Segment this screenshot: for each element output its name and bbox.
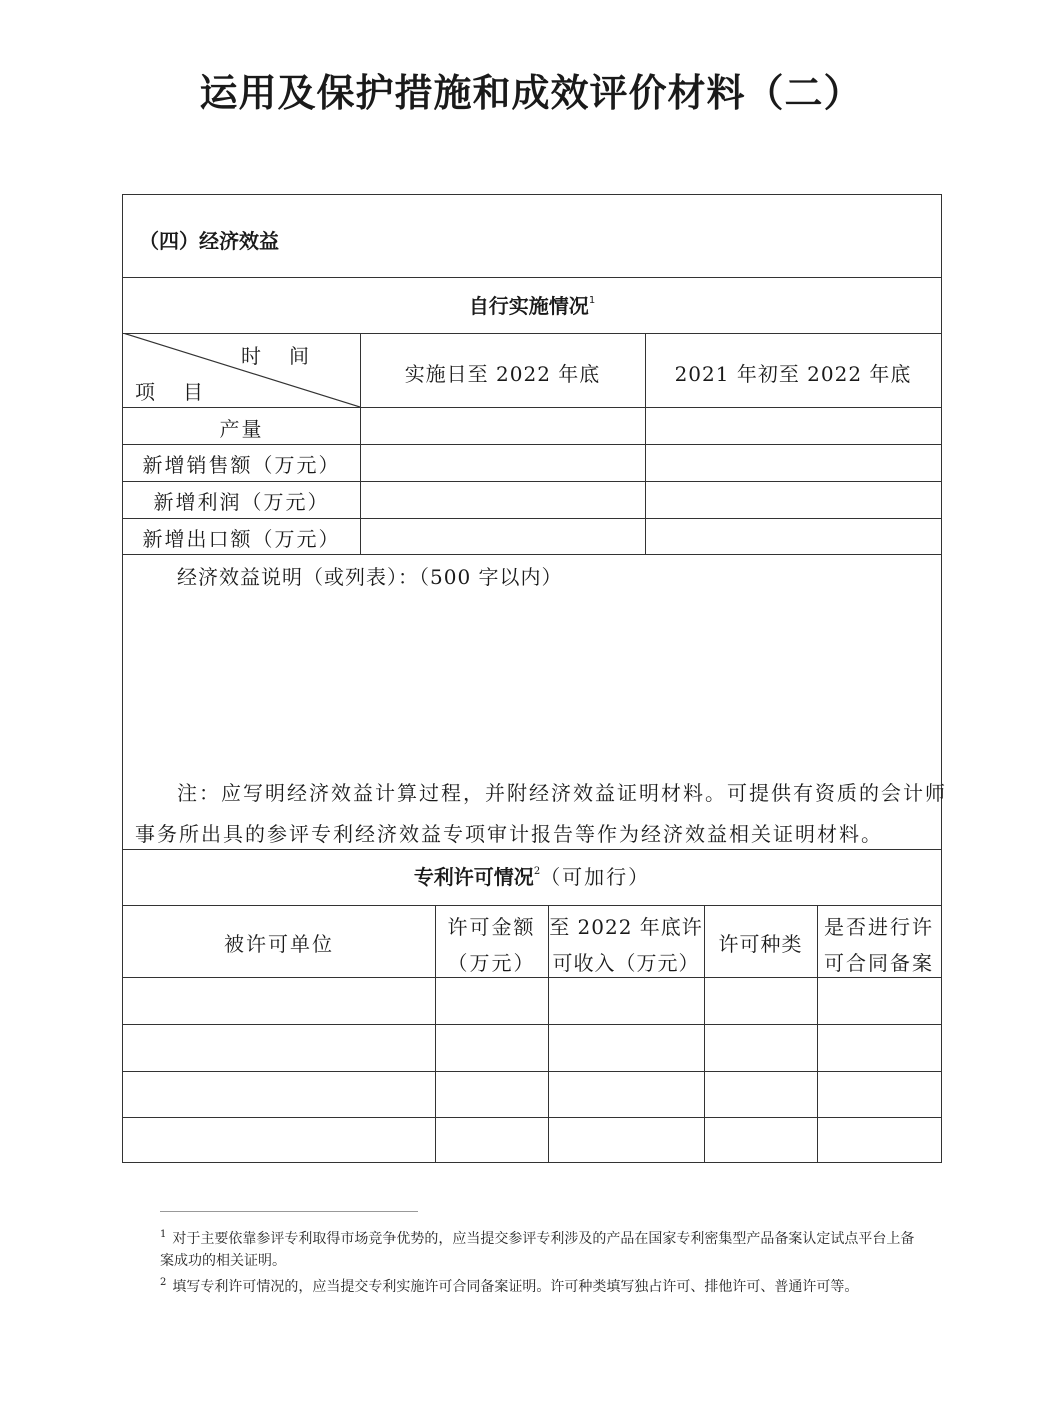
divider xyxy=(123,849,941,850)
note-line-2: 事务所出具的参评专利经济效益专项审计报告等作为经济效益相关证明材料。 xyxy=(135,822,883,846)
header-amount-1: 许可金额 xyxy=(447,915,536,939)
license-title-suffix: （可加行） xyxy=(540,865,651,889)
col-divider xyxy=(817,905,818,1162)
col-divider xyxy=(645,333,646,554)
footnote-text-2: 填写专利许可情况的，应当提交专利实施许可合同备案证明。许可种类填写独占许可、排他许可、普通许可等。 xyxy=(172,1279,859,1295)
explanation-label: 经济效益说明（或列表）：（500 字以内） xyxy=(177,565,563,589)
footnote-mark-2: 2 xyxy=(160,1277,167,1288)
divider xyxy=(123,444,941,445)
footnotes xyxy=(160,1224,920,1298)
row-new-export: 新增出口额（万元） xyxy=(142,527,341,551)
footnote-ref-2: 2 xyxy=(533,866,541,877)
license-title xyxy=(123,867,941,887)
evaluation-form xyxy=(122,194,947,1163)
header-filed-2: 可合同备案 xyxy=(824,951,934,975)
row-new-profit: 新增利润（万元） xyxy=(153,490,330,514)
divider xyxy=(123,905,941,906)
col-impl-to-2022: 实施日至 2022 年底 xyxy=(404,362,601,386)
table-row xyxy=(123,1024,941,1025)
divider xyxy=(123,518,941,519)
col-divider xyxy=(435,905,436,1162)
header-license-type: 许可种类 xyxy=(718,932,803,956)
header-amount-2: （万元） xyxy=(447,951,536,975)
divider xyxy=(123,977,941,978)
footnote-rule xyxy=(160,1211,418,1212)
header-income-2: 可收入（万元） xyxy=(552,951,700,975)
page-title: 运用及保护措施和成效评价材料（二） xyxy=(199,71,863,115)
license-title-text: 专利许可情况 xyxy=(413,865,534,889)
header-income-1: 至 2022 年底许 xyxy=(549,915,703,939)
footnote-1 xyxy=(160,1224,920,1272)
footnote-2 xyxy=(160,1272,920,1298)
note-line-1: 注：应写明经济效益计算过程，并附经济效益证明材料。可提供有资质的会计师 xyxy=(177,781,947,805)
self-impl-title-text: 自行实施情况 xyxy=(468,294,589,318)
row-output: 产量 xyxy=(219,417,264,441)
divider xyxy=(123,554,941,555)
table-row xyxy=(123,1117,941,1118)
header-filed-1: 是否进行许 xyxy=(824,915,934,939)
col-divider xyxy=(704,905,705,1162)
header-time-label: 时 间 xyxy=(241,344,313,368)
divider xyxy=(123,481,941,482)
footnote-text-1: 对于主要依靠参评专利取得市场竞争优势的，应当提交参评专利涉及的产品在国家专利密集型产品备案认定试点平台上备案成功的相关证明。 xyxy=(160,1231,915,1269)
col-divider xyxy=(548,905,549,1162)
row-new-sales: 新增销售额（万元） xyxy=(142,453,341,477)
self-impl-title xyxy=(123,296,941,316)
footnote-ref-1: 1 xyxy=(588,295,596,306)
footnote-mark-1: 1 xyxy=(160,1229,167,1240)
table-row xyxy=(123,1071,941,1072)
divider xyxy=(123,407,941,408)
header-item-label: 项 目 xyxy=(135,380,207,404)
col-divider xyxy=(360,333,361,554)
divider xyxy=(123,277,941,278)
col-2021-to-2022: 2021 年初至 2022 年底 xyxy=(674,362,912,386)
header-licensee: 被许可单位 xyxy=(224,932,334,956)
section-heading: （四）经济效益 xyxy=(139,229,279,253)
